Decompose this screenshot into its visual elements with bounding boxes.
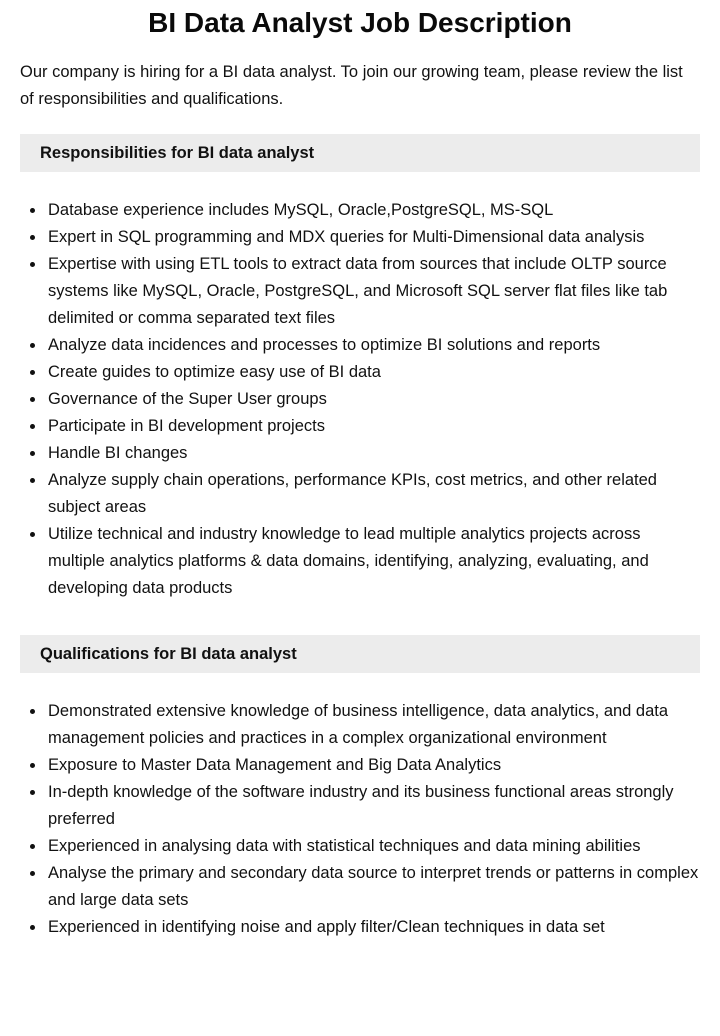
qualifications-list <box>20 698 700 941</box>
qualifications-heading: Qualifications for BI data analyst <box>40 644 297 663</box>
list-item: • Demonstrated extensive knowledge of business intelligence, data analytics, and data management policies and practices in a complex organizational environment <box>46 698 700 752</box>
list-item: • Handle BI changes <box>46 440 700 467</box>
page-title: BI Data Analyst Job Description <box>148 7 572 38</box>
list-item: • Exposure to Master Data Management and Big Data Analytics <box>46 752 700 779</box>
responsibilities-list <box>20 197 700 602</box>
list-item: • Experienced in analysing data with statistical techniques and data mining abilities <box>46 833 700 860</box>
list-item: • Database experience includes MySQL, Oracle,PostgreSQL, MS-SQL <box>46 197 700 224</box>
list-item: • Create guides to optimize easy use of BI data <box>46 359 700 386</box>
list-item: • Analyse the primary and secondary data source to interpret trends or patterns in complex and large data sets <box>46 860 700 914</box>
list-item: • Participate in BI development projects <box>46 413 700 440</box>
list-item: • Analyze data incidences and processes to optimize BI solutions and reports <box>46 332 700 359</box>
job-description-document <box>0 6 720 1036</box>
list-item: • Experienced in identifying noise and apply filter/Clean techniques in data set <box>46 914 700 941</box>
intro-paragraph: Our company is hiring for a BI data analyst. To join our growing team, please review the list of responsibilities and qualifications. <box>20 62 683 108</box>
qualifications-section-header <box>20 635 700 673</box>
list-item: • Governance of the Super User groups <box>46 386 700 413</box>
list-item: • Analyze supply chain operations, performance KPIs, cost metrics, and other related subject areas <box>46 467 700 521</box>
list-item: • Expertise with using ETL tools to extract data from sources that include OLTP source systems like MySQL, Oracle, PostgreSQL, and Microsoft SQL server flat files like tab delimited or comma separated text files <box>46 251 700 332</box>
list-item: • Expert in SQL programming and MDX queries for Multi-Dimensional data analysis <box>46 224 700 251</box>
list-item: • Utilize technical and industry knowledge to lead multiple analytics projects across multiple analytics platforms & data domains, identifying, analyzing, evaluating, and developing data products <box>46 521 700 602</box>
responsibilities-heading: Responsibilities for BI data analyst <box>40 143 315 162</box>
responsibilities-section-header <box>20 134 700 172</box>
list-item: • In-depth knowledge of the software industry and its business functional areas strongly preferred <box>46 779 700 833</box>
